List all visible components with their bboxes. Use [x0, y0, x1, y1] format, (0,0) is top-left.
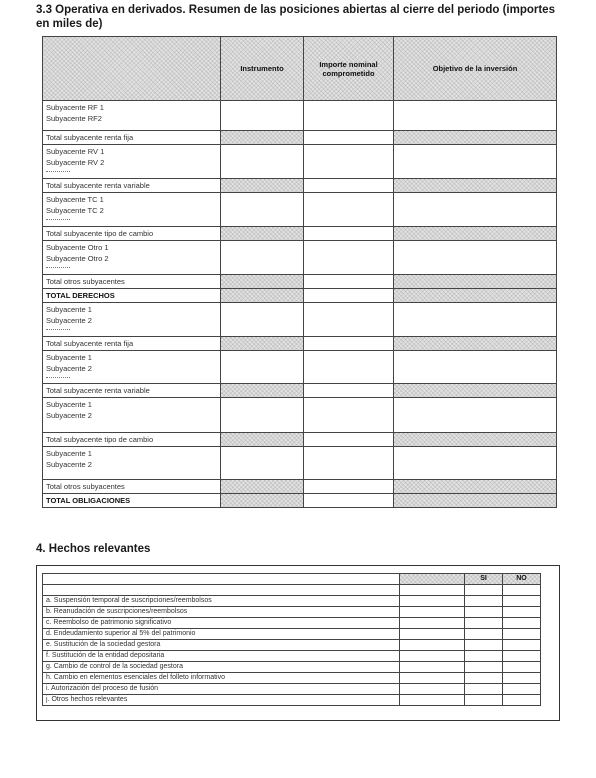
- instrumento-cell: [221, 241, 304, 275]
- shaded-cell: [221, 227, 304, 241]
- objetivo-cell: [394, 193, 557, 227]
- importe-cell: [304, 275, 394, 289]
- no-cell[interactable]: [503, 629, 541, 640]
- hechos-row: [43, 629, 541, 640]
- importe-cell: [304, 303, 394, 337]
- underlying-label: Subyacente 2: [46, 460, 92, 469]
- grand-total-row: [43, 289, 557, 303]
- underlying-cell: [43, 351, 221, 384]
- no-cell[interactable]: [503, 662, 541, 673]
- underlying-label: Subyacente 2: [46, 316, 92, 325]
- dotted-leader: [46, 329, 70, 330]
- table-row: [43, 101, 557, 131]
- hechos-row: [43, 640, 541, 651]
- underlying-label: Subyacente RF2: [46, 114, 102, 123]
- dotted-leader: [46, 219, 70, 220]
- blank-cell: [400, 618, 465, 629]
- si-cell[interactable]: [465, 673, 503, 684]
- blank-cell: [400, 629, 465, 640]
- total-row: [43, 433, 557, 447]
- importe-cell: [304, 433, 394, 447]
- spacer-cell: [43, 585, 400, 596]
- blank-cell: [400, 607, 465, 618]
- instrumento-cell: [221, 193, 304, 227]
- objetivo-cell: [394, 303, 557, 337]
- dotted-leader: [46, 377, 70, 378]
- blank-cell: [400, 673, 465, 684]
- instrumento-cell: [221, 101, 304, 131]
- total-label: Total subyacente renta fija: [43, 131, 221, 145]
- dotted-leader: [46, 267, 70, 268]
- underlying-label: Subyacente RF 1: [46, 103, 104, 112]
- total-row: [43, 227, 557, 241]
- shaded-cell: [221, 179, 304, 193]
- hecho-label: c. Reembolso de patrimonio significativo: [43, 618, 400, 629]
- total-derechos-label: TOTAL DERECHOS: [43, 289, 221, 303]
- shaded-cell: [394, 480, 557, 494]
- table-row: [43, 193, 557, 227]
- total-row: [43, 275, 557, 289]
- hecho-label: f. Sustitución de la entidad depositaria: [43, 651, 400, 662]
- header-si: SI: [465, 574, 503, 585]
- dotted-leader: [46, 171, 70, 172]
- importe-cell: [304, 101, 394, 131]
- blank-cell: [400, 695, 465, 706]
- hecho-label: h. Cambio en elementos esenciales del folleto informativo: [43, 673, 400, 684]
- hechos-row: [43, 596, 541, 607]
- shaded-cell: [394, 494, 557, 508]
- underlying-cell: [43, 145, 221, 179]
- underlying-cell: [43, 241, 221, 275]
- underlying-cell: [43, 193, 221, 227]
- header-instrumento: Instrumento: [221, 37, 304, 101]
- total-label: Total otros subyacentes: [43, 480, 221, 494]
- grand-total-row: [43, 494, 557, 508]
- shaded-cell: [394, 227, 557, 241]
- si-cell[interactable]: [465, 629, 503, 640]
- importe-cell: [304, 494, 394, 508]
- hechos-row: [43, 684, 541, 695]
- shaded-cell: [221, 337, 304, 351]
- underlying-cell: [43, 101, 221, 131]
- shaded-cell: [221, 433, 304, 447]
- table-row: [43, 398, 557, 433]
- underlying-label: Subyacente RV 2: [46, 158, 105, 167]
- header-objetivo: Objetivo de la inversión: [394, 37, 557, 101]
- shaded-cell: [394, 179, 557, 193]
- blank-cell: [400, 684, 465, 695]
- total-label: Total subyacente tipo de cambio: [43, 433, 221, 447]
- si-cell[interactable]: [465, 684, 503, 695]
- table-row: [43, 351, 557, 384]
- hecho-label: b. Reanudación de suscripciones/reembolsos: [43, 607, 400, 618]
- total-label: Total otros subyacentes: [43, 275, 221, 289]
- hechos-header-shaded: [400, 574, 465, 585]
- hechos-row: [43, 662, 541, 673]
- importe-cell: [304, 193, 394, 227]
- importe-cell: [304, 145, 394, 179]
- underlying-label: Subyacente 1: [46, 353, 92, 362]
- hechos-row: [43, 673, 541, 684]
- derivatives-table: [42, 36, 557, 508]
- si-cell[interactable]: [465, 662, 503, 673]
- underlying-label: Subyacente 1: [46, 400, 92, 409]
- no-cell[interactable]: [503, 618, 541, 629]
- instrumento-cell: [221, 351, 304, 384]
- instrumento-cell: [221, 398, 304, 433]
- blank-cell: [400, 596, 465, 607]
- importe-cell: [304, 289, 394, 303]
- shaded-cell: [221, 384, 304, 398]
- objetivo-cell: [394, 447, 557, 480]
- importe-cell: [304, 384, 394, 398]
- si-cell[interactable]: [465, 596, 503, 607]
- shaded-cell: [394, 289, 557, 303]
- total-row: [43, 131, 557, 145]
- shaded-cell: [221, 480, 304, 494]
- section-4-title: 4. Hechos relevantes: [36, 543, 151, 555]
- objetivo-cell: [394, 145, 557, 179]
- shaded-cell: [394, 131, 557, 145]
- total-label: Total subyacente renta fija: [43, 337, 221, 351]
- no-cell[interactable]: [503, 607, 541, 618]
- si-cell[interactable]: [465, 695, 503, 706]
- importe-cell: [304, 351, 394, 384]
- objetivo-cell: [394, 398, 557, 433]
- total-row: [43, 179, 557, 193]
- underlying-label: Subyacente 1: [46, 305, 92, 314]
- hecho-label: j. Otros hechos relevantes: [43, 695, 400, 706]
- hechos-table: [42, 573, 541, 706]
- section-3-3-title: 3.3 Operativa en derivados. Resumen de las posiciones abiertas al cierre del periodo (importes en miles de): [36, 4, 555, 30]
- blank-cell: [400, 640, 465, 651]
- table-row: [43, 241, 557, 275]
- header-blank: [43, 37, 221, 101]
- shaded-cell: [394, 275, 557, 289]
- instrumento-cell: [221, 447, 304, 480]
- shaded-cell: [221, 131, 304, 145]
- underlying-label: Subyacente 1: [46, 449, 92, 458]
- underlying-label: Subyacente Otro 1: [46, 243, 109, 252]
- importe-cell: [304, 398, 394, 433]
- instrumento-cell: [221, 145, 304, 179]
- shaded-cell: [221, 494, 304, 508]
- objetivo-cell: [394, 241, 557, 275]
- underlying-label: Subyacente 2: [46, 364, 92, 373]
- shaded-cell: [394, 337, 557, 351]
- hechos-row: [43, 695, 541, 706]
- shaded-cell: [394, 433, 557, 447]
- importe-cell: [304, 480, 394, 494]
- si-cell[interactable]: [465, 607, 503, 618]
- blank-cell: [400, 651, 465, 662]
- hechos-row: [43, 618, 541, 629]
- spacer-cell: [503, 585, 541, 596]
- total-obligaciones-label: TOTAL OBLIGACIONES: [43, 494, 221, 508]
- hecho-label: i. Autorización del proceso de fusión: [43, 684, 400, 695]
- underlying-label: Subyacente TC 1: [46, 195, 104, 204]
- underlying-cell: [43, 398, 221, 433]
- no-cell[interactable]: [503, 695, 541, 706]
- si-cell[interactable]: [465, 651, 503, 662]
- importe-cell: [304, 337, 394, 351]
- importe-cell: [304, 131, 394, 145]
- table-row: [43, 574, 541, 585]
- hecho-label: g. Cambio de control de la sociedad gestora: [43, 662, 400, 673]
- no-cell[interactable]: [503, 651, 541, 662]
- underlying-cell: [43, 303, 221, 337]
- spacer-cell: [465, 585, 503, 596]
- total-row: [43, 480, 557, 494]
- total-row: [43, 384, 557, 398]
- total-label: Total subyacente tipo de cambio: [43, 227, 221, 241]
- header-importe-nominal: Importe nominal comprometido: [304, 37, 394, 101]
- table-row: [43, 145, 557, 179]
- hecho-label: d. Endeudamiento superior al 5% del patrimonio: [43, 629, 400, 640]
- underlying-label: Subyacente RV 1: [46, 147, 105, 156]
- importe-cell: [304, 447, 394, 480]
- underlying-label: Subyacente TC 2: [46, 206, 104, 215]
- table-row: [43, 303, 557, 337]
- hechos-row: [43, 651, 541, 662]
- underlying-label: Subyacente 2: [46, 411, 92, 420]
- si-cell[interactable]: [465, 618, 503, 629]
- shaded-cell: [221, 289, 304, 303]
- spacer-cell: [400, 585, 465, 596]
- shaded-cell: [394, 384, 557, 398]
- no-cell[interactable]: [503, 640, 541, 651]
- hecho-label: a. Suspensión temporal de suscripciones/reembolsos: [43, 596, 400, 607]
- importe-cell: [304, 241, 394, 275]
- instrumento-cell: [221, 303, 304, 337]
- total-label: Total subyacente renta variable: [43, 384, 221, 398]
- hecho-label: e. Sustitución de la sociedad gestora: [43, 640, 400, 651]
- importe-cell: [304, 227, 394, 241]
- si-cell[interactable]: [465, 640, 503, 651]
- importe-cell: [304, 179, 394, 193]
- no-cell[interactable]: [503, 596, 541, 607]
- objetivo-cell: [394, 101, 557, 131]
- shaded-cell: [221, 275, 304, 289]
- blank-cell: [400, 662, 465, 673]
- no-cell[interactable]: [503, 684, 541, 695]
- table-row: [43, 447, 557, 480]
- no-cell[interactable]: [503, 673, 541, 684]
- total-row: [43, 337, 557, 351]
- total-label: Total subyacente renta variable: [43, 179, 221, 193]
- objetivo-cell: [394, 351, 557, 384]
- header-no: NO: [503, 574, 541, 585]
- hechos-spacer-row: [43, 585, 541, 596]
- hechos-header-blank: [43, 574, 400, 585]
- hechos-row: [43, 607, 541, 618]
- underlying-label: Subyacente Otro 2: [46, 254, 109, 263]
- underlying-cell: [43, 447, 221, 480]
